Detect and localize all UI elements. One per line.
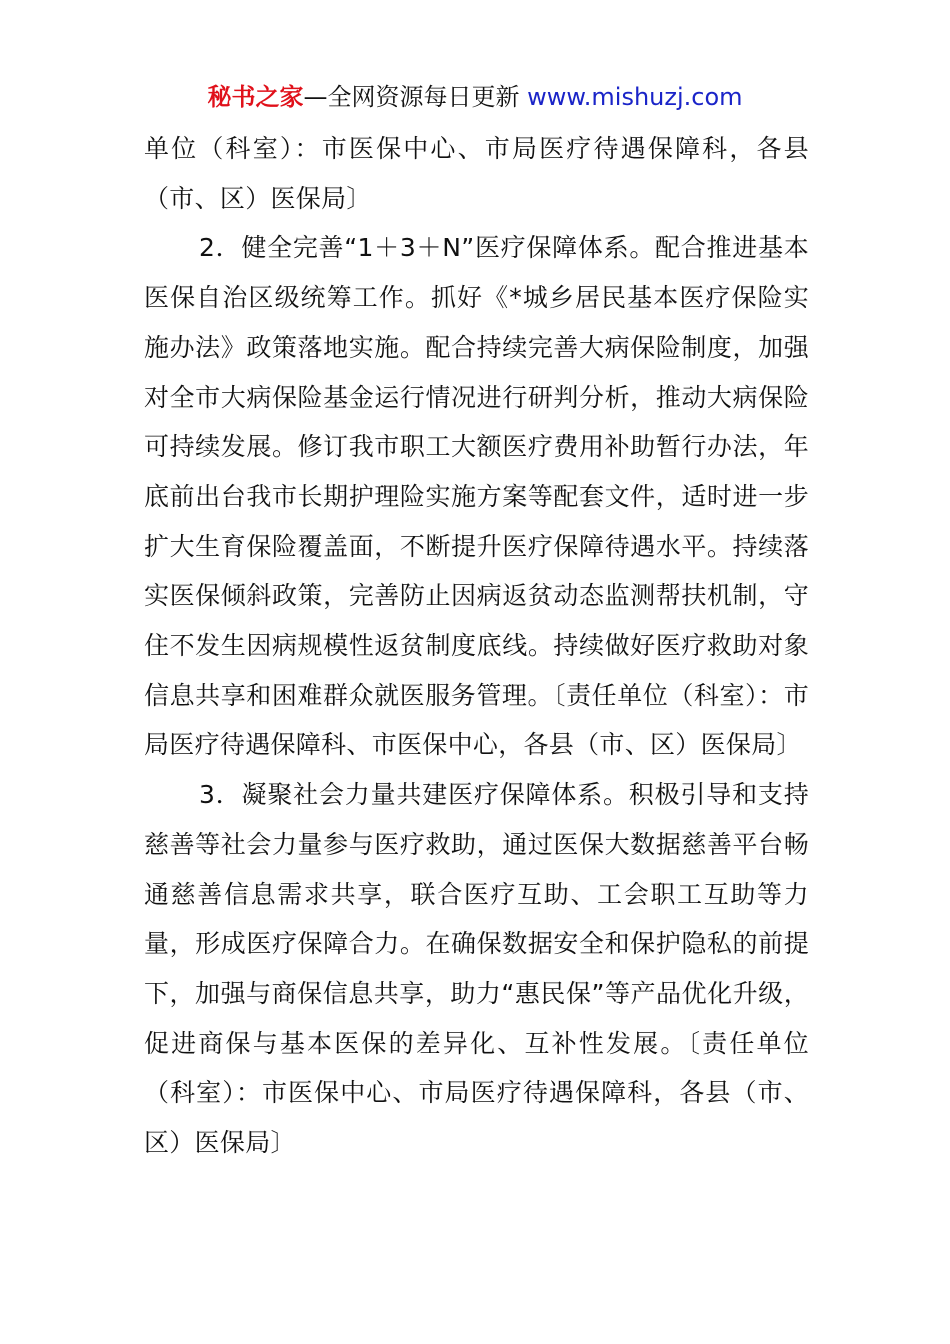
paragraph-item-3: 3．凝聚社会力量共建医疗保障体系。积极引导和支持慈善等社会力量参与医疗救助，通过医保大数据慈善平台畅通慈善信息需求共享，联合医疗互助、工会职工互助等力量，形成医疗保障合力。在确保数据安全和保护隐私的前提下，加强与商保信息共享，助力“惠民保”等产品优化升级，促进商保与基本医保的差异化、互补性发展。〔责任单位（科室）：市医保中心、市局医疗待遇保障科，各县（市、区）医保局〕 [144,780,809,1158]
paragraph-continuation: 单位（科室）：市医保中心、市局医疗待遇保障科，各县（市、区）医保局〕 [144,134,809,213]
site-url-link[interactable]: www.mishuzj.com [527,83,743,111]
site-brand: 秘书之家 [207,83,304,111]
paragraph-item-2: 2．健全完善“1＋3＋N”医疗保障体系。配合推进基本医保自治区级统筹工作。抓好《*城乡居民基本医疗保险实施办法》政策落地实施。配合持续完善大病保险制度，加强对全市大病保险基金运行情况进行研判分析，推动大病保险可持续发展。修订我市职工大额医疗费用补助暂行办法，年底前出台我市长期护理险实施方案等配套文件，适时进一步扩大生育保险覆盖面，不断提升医疗保障待遇水平。持续落实医保倾斜政策，完善防止因病返贫动态监测帮扶机制，守住不发生因病规模性返贫制度底线。持续做好医疗救助对象信息共享和困难群众就医服务管理。〔责任单位（科室）：市局医疗待遇保障科、市医保中心，各县（市、区）医保局〕 [144,233,809,760]
document-body [144,124,809,1168]
site-header [0,80,950,114]
site-tagline: —全网资源每日更新 [303,83,528,111]
